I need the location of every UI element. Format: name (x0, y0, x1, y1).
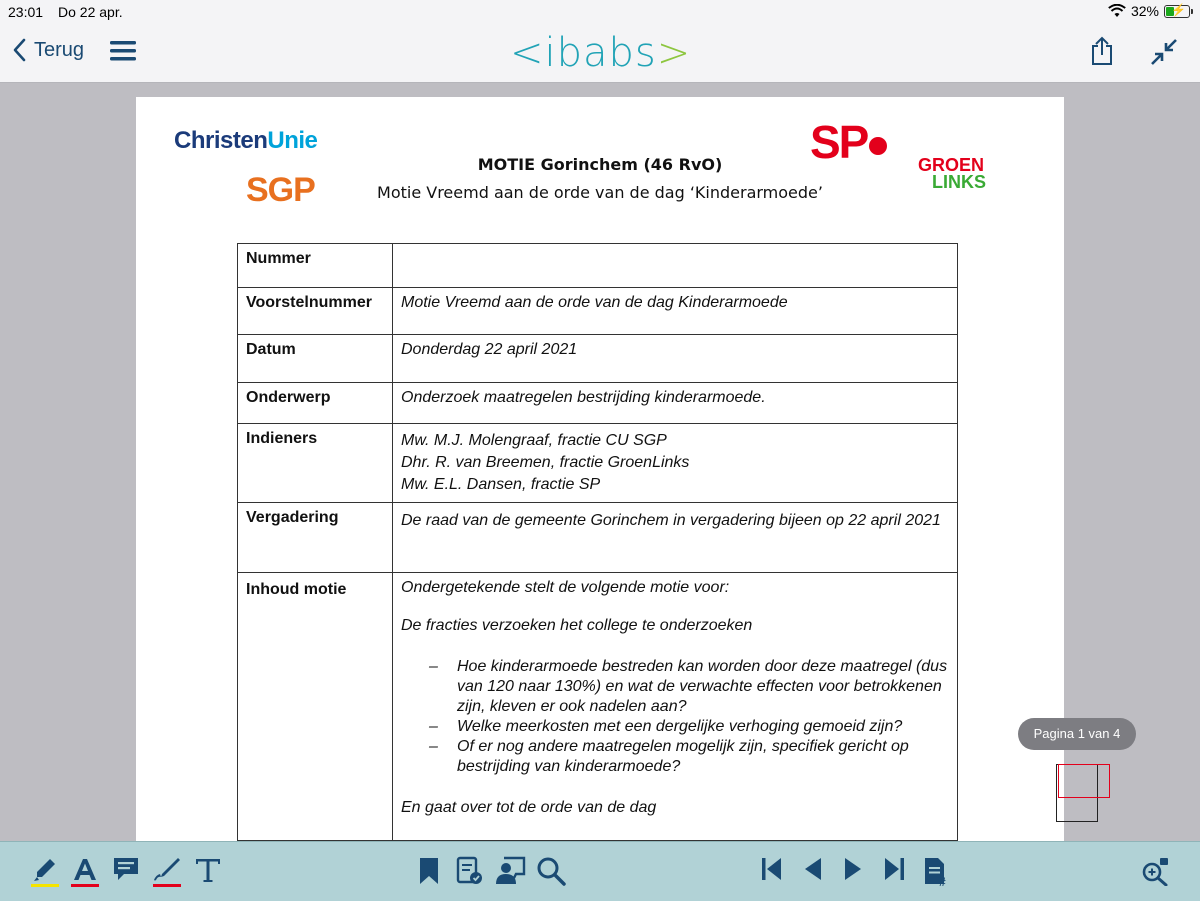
comment-icon (112, 856, 140, 882)
svg-text:#: # (939, 875, 946, 888)
groenlinks-logo: GROEN LINKS (918, 155, 986, 192)
zoom-button[interactable] (1140, 856, 1170, 891)
list-item: – Welke meerkosten met een dergelijke verhoging gemoeid zijn? (457, 717, 949, 737)
next-page-icon (842, 856, 864, 882)
highlighter-button[interactable] (30, 856, 60, 893)
motion-items (401, 657, 949, 777)
row-value: Donderdag 22 april 2021 (393, 335, 958, 383)
zoom-icon (1140, 856, 1170, 886)
notes-button[interactable] (456, 856, 484, 891)
first-page-button[interactable] (760, 856, 784, 887)
first-page-icon (760, 856, 784, 882)
row-value: De raad van de gemeente Gorinchem in vergadering bijeen op 22 april 2021 (393, 503, 958, 573)
row-value: Motie Vreemd aan de orde van de dag Kinderarmoede (393, 288, 958, 335)
battery-percentage: 32% (1130, 3, 1159, 19)
tomato-icon (869, 137, 887, 155)
christenunie-logo: ChristenUnie (174, 127, 318, 154)
bookmark-icon (418, 856, 440, 886)
row-label: Inhoud motie (238, 573, 393, 841)
status-bar (0, 0, 1200, 24)
collapse-icon (1150, 38, 1178, 66)
row-label: Vergadering (238, 503, 393, 573)
list-item: – Hoe kinderarmoede bestreden kan worden door deze maatregel (dus van 120 naar 130%) en wat de verwachte effecten voor betrokkenen zijn, kleven er ook nadelen aan? (457, 657, 949, 717)
share-icon (1090, 36, 1114, 66)
share-users-button[interactable] (494, 856, 526, 891)
list-item: – Of er nog andere maatregelen mogelijk zijn, specifiek gericht op bestrijding van kinderarmoede? (457, 737, 949, 777)
table-row (238, 503, 958, 573)
row-label: Onderwerp (238, 383, 393, 424)
highlighter-icon (30, 856, 60, 888)
table-row (238, 288, 958, 335)
submitter-2: Dhr. R. van Breemen, fractie GroenLinks (401, 454, 690, 471)
row-value (393, 244, 958, 288)
back-button[interactable] (12, 38, 84, 62)
table-row (238, 383, 958, 424)
bookmark-button[interactable] (418, 856, 440, 891)
comment-button[interactable] (112, 856, 140, 887)
share-button[interactable] (1090, 36, 1114, 71)
notes-icon (456, 856, 484, 886)
page-list-button[interactable] (922, 856, 950, 893)
motion-table (237, 243, 958, 857)
search-icon (536, 856, 566, 886)
sgp-logo: SGP (246, 171, 315, 209)
pen-button[interactable] (152, 856, 182, 893)
app-logo: <ibabs> (510, 30, 692, 76)
last-page-icon (882, 856, 906, 882)
next-page-button[interactable] (842, 856, 864, 887)
hamburger-icon (110, 40, 136, 62)
page-indicator: Pagina 1 van 4 (1018, 718, 1136, 750)
row-value (393, 573, 958, 841)
document-subtitle: Motie Vreemd aan de orde van de dag ‘Kinderarmoede’ (377, 183, 823, 202)
row-label: Datum (238, 335, 393, 383)
status-time: 23:01 (8, 4, 44, 20)
add-text-button[interactable] (194, 856, 222, 889)
status-right (1108, 3, 1190, 19)
row-value: Onderzoek maatregelen bestrijding kinderarmoede. (393, 383, 958, 424)
table-row (238, 573, 958, 841)
previous-page-button[interactable] (802, 856, 824, 887)
submitter-3: Mw. E.L. Dansen, fractie SP (401, 476, 601, 493)
exit-fullscreen-button[interactable] (1150, 38, 1178, 71)
pen-icon (152, 856, 182, 888)
text-icon (194, 856, 222, 884)
chevron-left-icon (12, 38, 26, 62)
viewport-indicator[interactable] (1058, 764, 1110, 798)
wifi-icon (1108, 4, 1126, 18)
row-label: Indieners (238, 424, 393, 503)
status-date: Do 22 apr. (58, 4, 123, 20)
table-row (238, 335, 958, 383)
document-page (136, 97, 1064, 857)
motion-intro: Ondergetekende stelt de volgende motie voor: (401, 579, 730, 596)
previous-page-icon (802, 856, 824, 882)
last-page-button[interactable] (882, 856, 906, 887)
menu-button[interactable] (110, 40, 136, 67)
row-value (393, 424, 958, 503)
sp-logo: SP (810, 115, 887, 169)
page-list-icon (922, 856, 950, 888)
motion-closing: En gaat over tot de orde van de dag (401, 799, 657, 816)
motion-lead: De fracties verzoeken het college te onderzoeken (401, 617, 753, 634)
navigation-bar (0, 24, 1200, 83)
document-title: MOTIE Gorinchem (46 RvO) (477, 155, 723, 174)
battery-icon: ⚡ (1164, 5, 1190, 18)
row-label: Voorstelnummer (238, 288, 393, 335)
back-label: Terug (34, 38, 85, 61)
table-row (238, 424, 958, 503)
text-color-button[interactable] (70, 856, 100, 893)
search-button[interactable] (536, 856, 566, 891)
text-color-icon (70, 856, 100, 888)
bottom-toolbar (0, 841, 1200, 901)
table-row (238, 244, 958, 288)
submitter-1: Mw. M.J. Molengraaf, fractie CU SGP (401, 432, 667, 449)
row-label: Nummer (238, 244, 393, 288)
share-users-icon (494, 856, 526, 886)
